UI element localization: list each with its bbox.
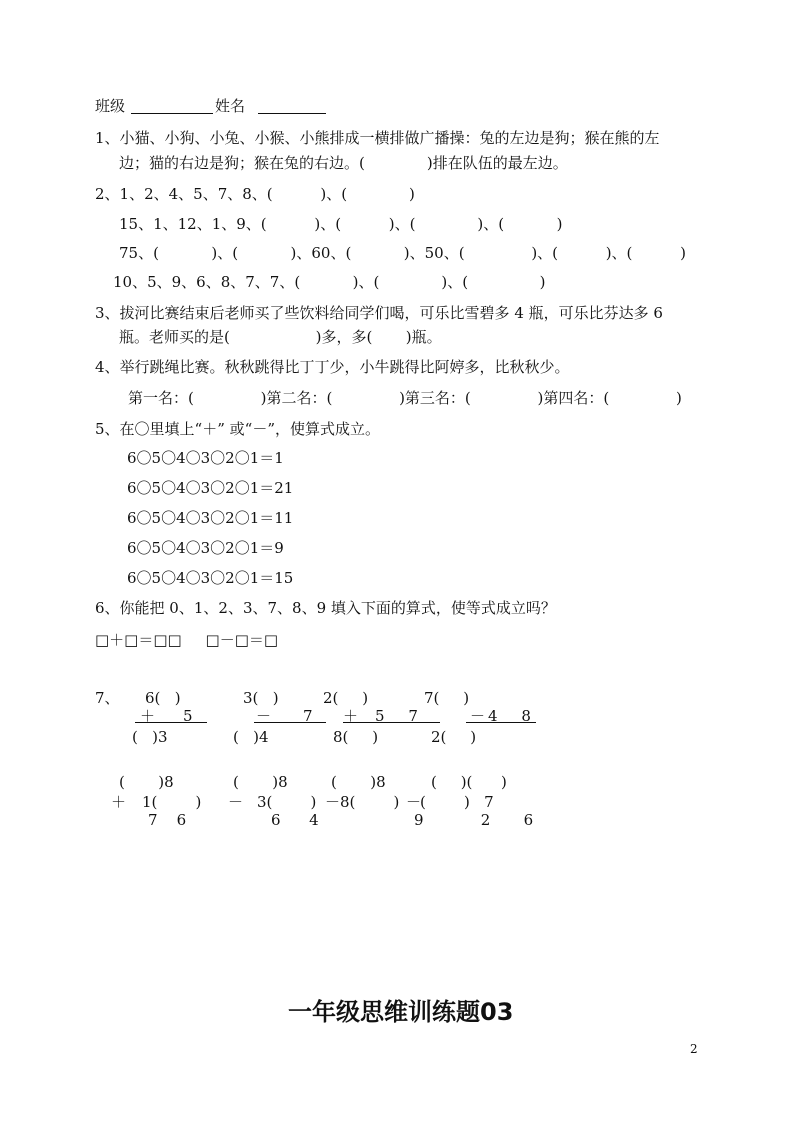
q1-line1: 1、小猫、小狗、小兔、小猴、小熊排成一横排做广播操：兔的左边是狗；猴在熊的左 — [95, 129, 660, 147]
q7-p7-op: － — [325, 793, 341, 811]
q6-formula: □＋□＝□□ □－□＝□ — [95, 631, 279, 649]
q7-p3-line — [343, 722, 440, 723]
q7-p8-bottom: 9 2 6 — [414, 811, 534, 829]
q5-equation-3: 6〇5〇4〇3〇2〇1＝11 — [127, 509, 294, 527]
q7-p8-mid: ( ) 7 — [420, 793, 494, 811]
q7-p6-mid: 3( ) — [257, 793, 317, 811]
q6-prompt: 6、你能把 0、1、2、3、7、8、9 填入下面的算式，使等式成立吗？ — [95, 599, 556, 617]
q7-p5-bottom: 7 6 — [148, 811, 187, 829]
q5-equation-1: 6〇5〇4〇3〇2〇1＝1 — [127, 449, 284, 467]
worksheet-title: 一年级思维训练题03 — [288, 998, 514, 1026]
q7-p3-bottom: 8( ) — [333, 728, 379, 746]
q2-line2: 15、1、12、1、9、( )、( )、( )、( ) — [119, 215, 563, 233]
q5-equation-4: 6〇5〇4〇3〇2〇1＝9 — [127, 539, 284, 557]
q5-equation-2: 6〇5〇4〇3〇2〇1＝21 — [127, 479, 294, 497]
q7-p6-op: － — [228, 793, 244, 811]
q5-equation-5: 6〇5〇4〇3〇2〇1＝15 — [127, 569, 294, 587]
q2-line1: 2、1、2、4、5、7、8、( )、( ) — [95, 185, 415, 203]
q7-p3-mid: 5 7 — [375, 707, 418, 725]
q7-p2-bottom: ( )4 — [233, 728, 269, 746]
q3-line1: 3、拔河比赛结束后老师买了些饮料给同学们喝，可乐比雪碧多 4 瓶，可乐比芬达多 6 — [95, 304, 663, 322]
name-label: 姓名 — [215, 97, 246, 115]
q7-p4-top: 7( ) — [424, 689, 470, 707]
q7-p3-op: ＋ — [343, 707, 359, 725]
q3-line2: 瓶。老师买的是( )多，多( )瓶。 — [119, 328, 442, 346]
q7-p1-line — [135, 722, 207, 723]
q2-line4: 10、5、9、6、8、7、7、( )、( )、( ) — [113, 273, 546, 291]
q7-p7-mid: 8( ) — [340, 793, 400, 811]
class-field[interactable] — [131, 113, 213, 114]
q7-p8-top: ( )( ) — [431, 773, 507, 791]
q7-p8-op: － — [406, 793, 422, 811]
q7-p4-mid: 4 8 — [488, 707, 531, 725]
q7-p2-top: 3( ) — [243, 689, 279, 707]
q7-p4-line — [466, 722, 536, 723]
q7-p4-op: － — [470, 707, 486, 725]
name-field[interactable] — [258, 113, 326, 114]
q5-prompt: 5、在〇里填上“＋” 或“－”，使算式成立。 — [95, 420, 380, 438]
q7-number: 7、 — [95, 689, 120, 707]
q7-p2-op: － — [256, 707, 272, 725]
q1-line2: 边；猫的右边是狗；猴在兔的右边。( )排在队伍的最左边。 — [119, 154, 568, 172]
q2-line3: 75、( )、( )、60、( )、50、( )、( )、( ) — [119, 244, 686, 262]
q7-p5-top: ( )8 — [119, 773, 174, 791]
q7-p1-bottom: ( )3 — [132, 728, 168, 746]
q7-p5-mid: 1( ) — [142, 793, 202, 811]
q7-p4-bottom: 2( ) — [431, 728, 477, 746]
q7-p6-bottom: 6 4 — [271, 811, 319, 829]
q7-p6-top: ( )8 — [233, 773, 288, 791]
q7-p1-mid: 5 — [183, 707, 193, 725]
q7-p5-op: ＋ — [111, 793, 127, 811]
q4-line2: 第一名：( )第二名：( )第三名：( )第四名：( ) — [128, 389, 682, 407]
q7-p2-line — [254, 722, 326, 723]
page-number: 2 — [690, 1042, 698, 1056]
class-label: 班级 — [95, 97, 126, 115]
q7-p1-op: ＋ — [140, 707, 156, 725]
q7-p3-top: 2( ) — [323, 689, 369, 707]
q4-line1: 4、举行跳绳比赛。秋秋跳得比丁丁少，小牛跳得比阿婷多，比秋秋少。 — [95, 358, 570, 376]
q7-p2-mid: 7 — [303, 707, 313, 725]
q7-p1-top: 6( ) — [145, 689, 181, 707]
q7-p7-top: ( )8 — [331, 773, 386, 791]
